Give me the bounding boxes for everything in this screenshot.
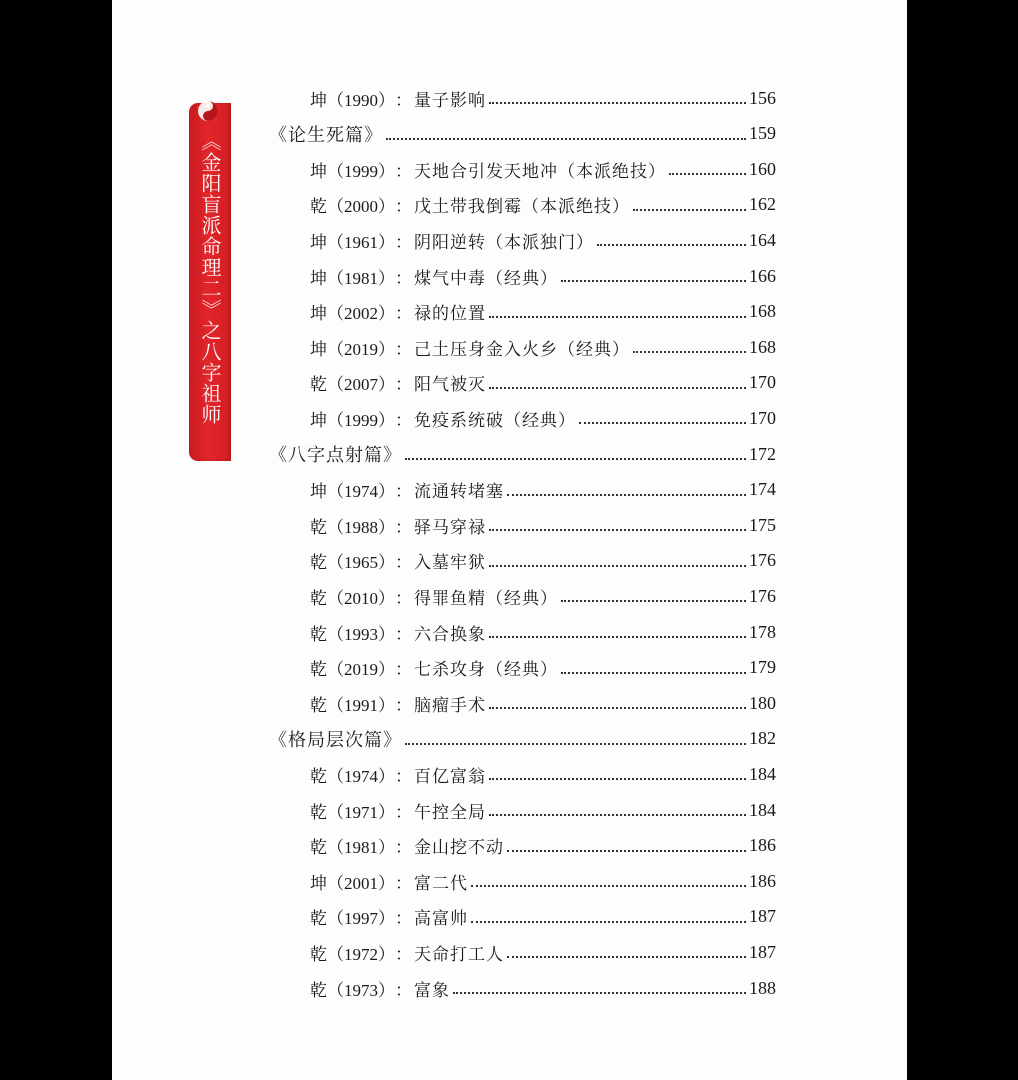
open-paren: （ <box>327 980 344 1001</box>
entry-year: 1974 <box>344 766 378 786</box>
close-paren: ） <box>378 980 395 1001</box>
entry-gender: 坤 <box>310 482 327 503</box>
entry-chart-tag <box>310 548 395 573</box>
dot-leader <box>597 243 746 246</box>
entry-year: 1961 <box>344 232 378 252</box>
entry-chart-tag <box>310 833 395 858</box>
entry-year: 1981 <box>344 838 378 858</box>
dot-leader <box>633 208 746 211</box>
toc-entry <box>310 867 776 895</box>
entry-gender: 乾 <box>310 909 327 930</box>
toc-section <box>269 440 776 468</box>
entry-year: 1997 <box>344 909 378 929</box>
entry-title: 阳气被灭 <box>414 375 486 396</box>
open-paren: （ <box>327 268 344 289</box>
open-paren: （ <box>327 873 344 894</box>
entry-gender: 乾 <box>310 197 327 218</box>
page-number: 178 <box>749 621 776 642</box>
toc-entry <box>310 689 776 717</box>
entry-title: 禄的位置 <box>414 304 486 325</box>
entry-year: 1972 <box>344 944 378 964</box>
entry-colon: ： <box>395 660 412 681</box>
toc-entry <box>310 298 776 326</box>
entry-year: 1981 <box>344 268 378 288</box>
entry-colon: ： <box>395 304 412 325</box>
close-paren: ） <box>378 802 395 823</box>
entry-year: 2007 <box>344 375 378 395</box>
section-title: 《论生死篇》 <box>269 124 383 146</box>
entry-chart-tag <box>310 228 395 253</box>
dot-leader <box>489 564 746 567</box>
close-paren: ） <box>378 482 395 503</box>
entry-title: 脑瘤手术 <box>414 695 486 716</box>
open-paren: （ <box>327 553 344 574</box>
entry-chart-tag <box>310 798 395 823</box>
page-number: 160 <box>749 158 776 179</box>
entry-title: 量子影响 <box>414 90 486 111</box>
open-paren: （ <box>327 339 344 360</box>
entry-chart-tag <box>310 299 395 324</box>
entry-title: 驿马穿禄 <box>414 517 486 538</box>
entry-year: 2002 <box>344 304 378 324</box>
entry-title: 入墓牢狱 <box>414 553 486 574</box>
entry-colon: ： <box>395 838 412 859</box>
entry-chart-tag <box>310 940 395 965</box>
entry-year: 2019 <box>344 660 378 680</box>
toc-entry <box>310 618 776 646</box>
entry-colon: ： <box>395 232 412 253</box>
entry-colon: ： <box>395 553 412 574</box>
entry-title: 戊土带我倒霉（本派绝技） <box>414 197 630 218</box>
entry-chart-tag <box>310 584 395 609</box>
entry-title: 高富帅 <box>414 909 468 930</box>
entry-year: 1965 <box>344 553 378 573</box>
entry-year: 1993 <box>344 624 378 644</box>
toc-entry <box>310 262 776 290</box>
entry-title: 流通转堵塞 <box>414 482 504 503</box>
dot-leader <box>386 137 746 140</box>
entry-title: 天命打工人 <box>414 944 504 965</box>
dot-leader <box>471 884 746 887</box>
entry-colon: ： <box>395 944 412 965</box>
open-paren: （ <box>327 909 344 930</box>
open-paren: （ <box>327 517 344 538</box>
toc-entry <box>310 191 776 219</box>
open-paren: （ <box>327 375 344 396</box>
entry-title: 富象 <box>414 980 450 1001</box>
page-number: 188 <box>749 977 776 998</box>
open-paren: （ <box>327 197 344 218</box>
toc-entry <box>310 547 776 575</box>
dot-leader <box>507 849 746 852</box>
open-paren: （ <box>327 624 344 645</box>
close-paren: ） <box>378 375 395 396</box>
toc-entry <box>310 654 776 682</box>
entry-year: 1974 <box>344 482 378 502</box>
open-paren: （ <box>327 90 344 111</box>
close-paren: ） <box>378 838 395 859</box>
close-paren: ） <box>378 944 395 965</box>
dot-leader <box>561 671 746 674</box>
dot-leader <box>405 742 746 745</box>
entry-colon: ： <box>395 695 412 716</box>
toc-entry <box>310 369 776 397</box>
entry-gender: 坤 <box>310 410 327 431</box>
entry-colon: ： <box>395 873 412 894</box>
section-title: 《八字点射篇》 <box>269 445 402 466</box>
page-number: 159 <box>749 123 776 144</box>
entry-title: 得罪鱼精（经典） <box>414 588 558 609</box>
entry-chart-tag <box>310 691 395 716</box>
entry-chart-tag <box>310 904 395 929</box>
entry-colon: ： <box>395 410 412 431</box>
dot-leader <box>489 101 746 104</box>
entry-chart-tag <box>310 335 395 360</box>
page-number: 156 <box>749 87 776 108</box>
entry-gender: 乾 <box>310 944 327 965</box>
toc-entry <box>310 582 776 610</box>
page-number: 176 <box>749 550 776 571</box>
page-number: 184 <box>749 763 776 784</box>
entry-gender: 坤 <box>310 232 327 253</box>
dot-leader <box>489 528 746 531</box>
entry-colon: ： <box>395 339 412 360</box>
entry-year: 1990 <box>344 90 378 110</box>
open-paren: （ <box>327 304 344 325</box>
entry-gender: 坤 <box>310 873 327 894</box>
entry-title: 免疫系统破（经典） <box>414 410 576 431</box>
close-paren: ） <box>378 90 395 111</box>
page-number: 168 <box>749 301 776 322</box>
page-number: 168 <box>749 336 776 357</box>
close-paren: ） <box>378 197 395 218</box>
entry-colon: ： <box>395 375 412 396</box>
entry-title: 六合换象 <box>414 624 486 645</box>
toc-entry <box>310 404 776 432</box>
entry-colon: ： <box>395 909 412 930</box>
close-paren: ） <box>378 588 395 609</box>
entry-title: 午控全局 <box>414 802 486 823</box>
page-number: 180 <box>749 692 776 713</box>
toc-section <box>269 120 776 148</box>
close-paren: ） <box>378 232 395 253</box>
entry-colon: ： <box>395 624 412 645</box>
dot-leader <box>669 172 746 175</box>
close-paren: ） <box>378 517 395 538</box>
close-paren: ） <box>378 304 395 325</box>
dot-leader <box>561 279 746 282</box>
open-paren: （ <box>327 802 344 823</box>
toc-entry <box>310 760 776 788</box>
page-number: 164 <box>749 229 776 250</box>
entry-title: 阴阳逆转（本派独门） <box>414 232 594 253</box>
entry-colon: ： <box>395 482 412 503</box>
entry-title: 金山挖不动 <box>414 838 504 859</box>
page-number: 186 <box>749 870 776 891</box>
page-number: 166 <box>749 265 776 286</box>
entry-gender: 乾 <box>310 660 327 681</box>
entry-gender: 坤 <box>310 304 327 325</box>
close-paren: ） <box>378 873 395 894</box>
dot-leader <box>489 777 746 780</box>
entry-colon: ： <box>395 268 412 289</box>
open-paren: （ <box>327 660 344 681</box>
dot-leader <box>561 599 746 602</box>
entry-chart-tag <box>310 264 395 289</box>
side-tab-title: 《金阳盲派命理二》之八字祖师 <box>198 131 222 425</box>
toc-entry <box>310 84 776 112</box>
entry-year: 1971 <box>344 802 378 822</box>
entry-chart-tag <box>310 477 395 502</box>
entry-colon: ： <box>395 161 412 182</box>
entry-year: 1988 <box>344 517 378 537</box>
book-page <box>112 0 907 1080</box>
entry-colon: ： <box>395 517 412 538</box>
close-paren: ） <box>378 909 395 930</box>
toc-section <box>269 725 776 753</box>
page-number: 170 <box>749 372 776 393</box>
page-number: 187 <box>749 941 776 962</box>
entry-year: 2010 <box>344 588 378 608</box>
toc-entry <box>310 832 776 860</box>
entry-year: 2001 <box>344 873 378 893</box>
toc-entry <box>310 476 776 504</box>
dot-leader <box>405 457 746 460</box>
entry-colon: ： <box>395 588 412 609</box>
close-paren: ） <box>378 553 395 574</box>
dot-leader <box>471 920 746 923</box>
toc-entry <box>310 796 776 824</box>
entry-year: 1991 <box>344 695 378 715</box>
entry-chart-tag <box>310 86 395 111</box>
dot-leader <box>489 813 746 816</box>
entry-year: 2000 <box>344 197 378 217</box>
entry-gender: 乾 <box>310 980 327 1001</box>
entry-year: 2019 <box>344 339 378 359</box>
toc-entry <box>310 333 776 361</box>
page-number: 174 <box>749 479 776 500</box>
open-paren: （ <box>327 232 344 253</box>
entry-gender: 坤 <box>310 339 327 360</box>
entry-gender: 乾 <box>310 375 327 396</box>
page-number: 170 <box>749 407 776 428</box>
entry-gender: 乾 <box>310 766 327 787</box>
page-number: 184 <box>749 799 776 820</box>
entry-gender: 坤 <box>310 90 327 111</box>
entry-gender: 乾 <box>310 838 327 859</box>
entry-colon: ： <box>395 766 412 787</box>
dot-leader <box>489 315 746 318</box>
page-number: 176 <box>749 585 776 606</box>
entry-year: 1999 <box>344 410 378 430</box>
toc-entry <box>310 974 776 1002</box>
entry-title: 七杀攻身（经典） <box>414 660 558 681</box>
close-paren: ） <box>378 660 395 681</box>
entry-colon: ： <box>395 90 412 111</box>
entry-chart-tag <box>310 976 395 1001</box>
dot-leader <box>489 635 746 638</box>
open-paren: （ <box>327 944 344 965</box>
dot-leader <box>489 706 746 709</box>
entry-chart-tag <box>310 513 395 538</box>
dot-leader <box>633 350 746 353</box>
toc-entry <box>310 511 776 539</box>
entry-chart-tag <box>310 762 395 787</box>
close-paren: ） <box>378 766 395 787</box>
table-of-contents <box>112 0 907 1080</box>
entry-title: 煤气中毒（经典） <box>414 268 558 289</box>
entry-chart-tag <box>310 370 395 395</box>
close-paren: ） <box>378 268 395 289</box>
entry-colon: ： <box>395 802 412 823</box>
section-title: 《格局层次篇》 <box>269 729 402 751</box>
entry-gender: 坤 <box>310 268 327 289</box>
open-paren: （ <box>327 482 344 503</box>
open-paren: （ <box>327 695 344 716</box>
entry-chart-tag <box>310 406 395 431</box>
dot-leader <box>579 421 746 424</box>
entry-year: 1973 <box>344 980 378 1000</box>
dot-leader <box>507 493 746 496</box>
entry-chart-tag <box>310 655 395 680</box>
entry-year: 1999 <box>344 161 378 181</box>
entry-chart-tag <box>310 192 395 217</box>
page-number: 179 <box>749 657 776 678</box>
close-paren: ） <box>378 410 395 431</box>
entry-chart-tag <box>310 157 395 182</box>
close-paren: ） <box>378 695 395 716</box>
page-number: 187 <box>749 906 776 927</box>
entry-colon: ： <box>395 197 412 218</box>
entry-gender: 乾 <box>310 517 327 538</box>
dot-leader <box>489 386 746 389</box>
entry-gender: 乾 <box>310 802 327 823</box>
page-number: 186 <box>749 835 776 856</box>
page-number: 162 <box>749 194 776 215</box>
close-paren: ） <box>378 161 395 182</box>
entry-gender: 乾 <box>310 553 327 574</box>
page-number: 172 <box>749 443 776 464</box>
entry-gender: 乾 <box>310 695 327 716</box>
page-number: 182 <box>749 728 776 749</box>
entry-gender: 乾 <box>310 588 327 609</box>
open-paren: （ <box>327 588 344 609</box>
entry-title: 天地合引发天地冲（本派绝技） <box>414 161 666 182</box>
entry-chart-tag <box>310 620 395 645</box>
close-paren: ） <box>378 624 395 645</box>
toc-entry <box>310 938 776 966</box>
toc-entry <box>310 226 776 254</box>
open-paren: （ <box>327 410 344 431</box>
entry-chart-tag <box>310 869 395 894</box>
close-paren: ） <box>378 339 395 360</box>
open-paren: （ <box>327 838 344 859</box>
toc-entry <box>310 155 776 183</box>
dot-leader <box>507 955 746 958</box>
toc-entry <box>310 903 776 931</box>
entry-gender: 乾 <box>310 624 327 645</box>
dot-leader <box>453 991 746 994</box>
entry-gender: 坤 <box>310 161 327 182</box>
entry-colon: ： <box>395 980 412 1001</box>
entry-title: 百亿富翁 <box>414 766 486 787</box>
open-paren: （ <box>327 161 344 182</box>
open-paren: （ <box>327 766 344 787</box>
entry-title: 己土压身金入火乡（经典） <box>414 339 630 360</box>
page-number: 175 <box>749 514 776 535</box>
entry-title: 富二代 <box>414 873 468 894</box>
